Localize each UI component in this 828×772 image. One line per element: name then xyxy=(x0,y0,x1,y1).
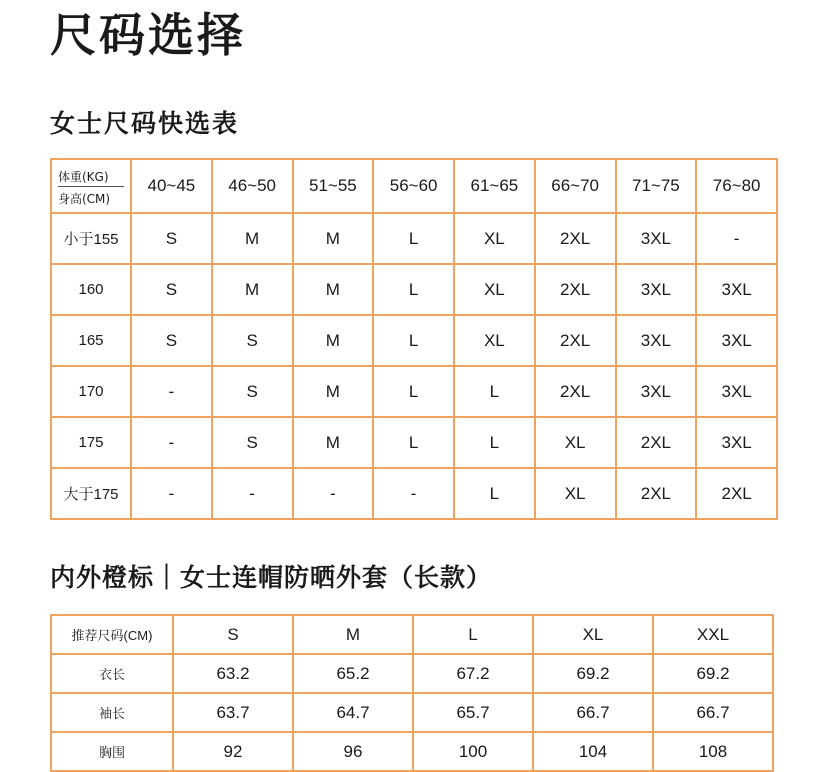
size-cell: 3XL xyxy=(696,315,777,366)
size-cell: 2XL xyxy=(535,315,616,366)
height-cell: 170 xyxy=(51,366,131,417)
size-cell: M xyxy=(293,264,374,315)
size-cell: L xyxy=(454,417,535,468)
height-axis-label: 身高(CM) xyxy=(58,192,111,206)
size-cell: 3XL xyxy=(696,366,777,417)
size-cell: 2XL xyxy=(696,468,777,519)
size-header: XXL xyxy=(653,615,773,654)
measure-table-heading: 内外橙标｜女士连帽防晒外套（长款） xyxy=(50,563,493,592)
size-cell: S xyxy=(131,315,212,366)
size-cell: 3XL xyxy=(616,366,697,417)
measure-cell: 96 xyxy=(293,732,413,771)
size-header: L xyxy=(413,615,533,654)
size-cell: S xyxy=(212,315,293,366)
size-cell: 2XL xyxy=(535,366,616,417)
size-cell: L xyxy=(373,366,454,417)
table-header-row xyxy=(51,615,773,654)
height-cell: 大于175 xyxy=(51,468,131,519)
size-cell: L xyxy=(373,417,454,468)
table-row xyxy=(51,693,773,732)
size-header: XL xyxy=(533,615,653,654)
weight-header: 51~55 xyxy=(293,159,374,213)
table-row xyxy=(51,264,777,315)
recommended-size-label: 推荐尺码(CM) xyxy=(51,615,173,654)
size-cell: 3XL xyxy=(696,264,777,315)
height-cell: 160 xyxy=(51,264,131,315)
table-row xyxy=(51,213,777,264)
measure-cell: 66.7 xyxy=(533,693,653,732)
measure-label: 袖长 xyxy=(51,693,173,732)
size-cell: - xyxy=(212,468,293,519)
measure-cell: 69.2 xyxy=(533,654,653,693)
weight-header: 76~80 xyxy=(696,159,777,213)
size-cell: - xyxy=(131,417,212,468)
page-title: 尺码选择 xyxy=(50,8,246,62)
measure-cell: 67.2 xyxy=(413,654,533,693)
weight-header: 46~50 xyxy=(212,159,293,213)
measure-cell: 69.2 xyxy=(653,654,773,693)
size-cell: 3XL xyxy=(616,315,697,366)
table-row xyxy=(51,315,777,366)
measure-label: 衣长 xyxy=(51,654,173,693)
size-cell: XL xyxy=(535,417,616,468)
measure-label: 胸围 xyxy=(51,732,173,771)
measure-cell: 100 xyxy=(413,732,533,771)
size-cell: L xyxy=(454,366,535,417)
size-cell: S xyxy=(131,213,212,264)
size-cell: XL xyxy=(454,315,535,366)
size-cell: M xyxy=(212,264,293,315)
height-cell: 175 xyxy=(51,417,131,468)
measure-cell: 104 xyxy=(533,732,653,771)
weight-axis-label: 体重(KG) xyxy=(58,170,109,184)
weight-header: 40~45 xyxy=(131,159,212,213)
size-header: S xyxy=(173,615,293,654)
corner-cell xyxy=(51,159,131,213)
corner-divider xyxy=(58,186,124,187)
size-cell: - xyxy=(131,366,212,417)
size-cell: M xyxy=(212,213,293,264)
measure-cell: 92 xyxy=(173,732,293,771)
size-cell: L xyxy=(373,315,454,366)
measurement-table xyxy=(50,614,774,772)
size-cell: M xyxy=(293,315,374,366)
size-cell: S xyxy=(131,264,212,315)
size-cell: L xyxy=(454,468,535,519)
size-cell: - xyxy=(293,468,374,519)
size-cell: 3XL xyxy=(616,213,697,264)
size-quick-table xyxy=(50,158,778,520)
measure-cell: 65.2 xyxy=(293,654,413,693)
measure-cell: 63.2 xyxy=(173,654,293,693)
weight-header: 56~60 xyxy=(373,159,454,213)
size-cell: XL xyxy=(535,468,616,519)
size-cell: S xyxy=(212,366,293,417)
weight-header: 71~75 xyxy=(616,159,697,213)
size-cell: 2XL xyxy=(535,264,616,315)
size-cell: 3XL xyxy=(616,264,697,315)
size-cell: XL xyxy=(454,264,535,315)
size-cell: M xyxy=(293,417,374,468)
table-row xyxy=(51,468,777,519)
size-cell: L xyxy=(373,213,454,264)
height-cell: 小于155 xyxy=(51,213,131,264)
size-cell: M xyxy=(293,213,374,264)
table-row xyxy=(51,417,777,468)
table-row xyxy=(51,654,773,693)
quick-table-heading: 女士尺码快选表 xyxy=(50,109,240,138)
size-header: M xyxy=(293,615,413,654)
height-cell: 165 xyxy=(51,315,131,366)
measure-cell: 66.7 xyxy=(653,693,773,732)
size-cell: L xyxy=(373,264,454,315)
measure-cell: 64.7 xyxy=(293,693,413,732)
size-cell: 3XL xyxy=(696,417,777,468)
table-header-row xyxy=(51,159,777,213)
size-cell: M xyxy=(293,366,374,417)
size-cell: 2XL xyxy=(535,213,616,264)
size-cell: - xyxy=(131,468,212,519)
size-cell: S xyxy=(212,417,293,468)
size-cell: - xyxy=(373,468,454,519)
size-cell: 2XL xyxy=(616,468,697,519)
size-cell: - xyxy=(696,213,777,264)
size-cell: 2XL xyxy=(616,417,697,468)
table-row xyxy=(51,732,773,771)
size-cell: XL xyxy=(454,213,535,264)
weight-header: 61~65 xyxy=(454,159,535,213)
weight-header: 66~70 xyxy=(535,159,616,213)
table-row xyxy=(51,366,777,417)
measure-cell: 108 xyxy=(653,732,773,771)
measure-cell: 65.7 xyxy=(413,693,533,732)
measure-cell: 63.7 xyxy=(173,693,293,732)
